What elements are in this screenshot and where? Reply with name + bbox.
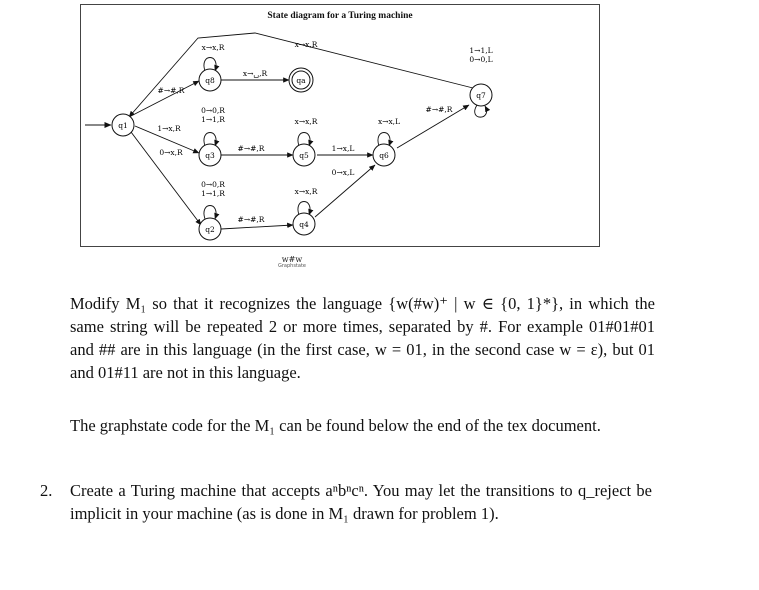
label-q8-qa: x→␣,R — [242, 69, 268, 78]
svg-text:q8: q8 — [205, 76, 215, 85]
caption-line-1: w#w — [281, 255, 303, 264]
label-q2-loop-1: 0→0,R — [201, 180, 225, 189]
label-q5-loop: x→x,R — [294, 117, 318, 126]
loop-q2 — [204, 206, 216, 220]
state-q7 — [470, 84, 492, 106]
state-q3 — [199, 144, 221, 166]
label-q1-q3: 1→x,R — [157, 124, 181, 133]
label-q3-loop-1: 0→0,R — [201, 106, 225, 115]
figure-title: State diagram for a Turing machine — [267, 11, 413, 21]
state-q8 — [199, 69, 221, 91]
label-q6-loop: x→x,L — [377, 117, 401, 126]
figure-caption — [262, 256, 322, 270]
problem1-paragraph: Modify M₁ so that it recognizes the language {w(#w)⁺ | w ∈ {0, 1}*}, in which the same string will be repeated 2 or more times, separated by #. For example 01#01#01 and ## are in this language (in the first case, w = 01, in the second case w = ε), but 01 and 01#11 are not in this language. — [70, 294, 655, 382]
label-q2-loop-2: 1→1,R — [201, 189, 225, 198]
problem1-note: The graphstate code for the M₁ can be found below the end of the tex document. — [70, 416, 601, 435]
state-q1 — [112, 114, 134, 136]
label-q5-q6-top: 1→x,L — [331, 144, 355, 153]
label-q2-q4: #→#,R — [237, 215, 265, 224]
svg-text:q1: q1 — [118, 121, 128, 130]
label-q7-loop-2: 0→0,L — [469, 55, 493, 64]
svg-text:q3: q3 — [205, 151, 215, 160]
svg-text:q7: q7 — [476, 91, 486, 100]
caption-line-2: Graphstate — [277, 263, 306, 269]
label-q4-loop: x→x,R — [294, 187, 318, 196]
edge-q2-q4 — [221, 225, 293, 229]
label-q1-q2: 0→x,R — [159, 148, 183, 157]
svg-text:q4: q4 — [299, 220, 309, 229]
state-q5 — [293, 144, 315, 166]
svg-text:q5: q5 — [299, 151, 309, 160]
problem2-number: 2. — [40, 481, 53, 500]
label-q8-loop: x→x,R — [201, 43, 225, 52]
label-q3-loop-2: 1→1,R — [201, 115, 225, 124]
label-q3-q5: #→#,R — [237, 144, 265, 153]
svg-text:q6: q6 — [379, 151, 389, 160]
svg-text:qa: qa — [296, 76, 306, 85]
state-qa — [289, 68, 313, 92]
label-q1-q8: #→#,R — [157, 86, 185, 95]
state-diagram — [81, 5, 601, 248]
label-q6-q7: #→#,R — [425, 105, 453, 114]
state-q4 — [293, 213, 315, 235]
label-q7-loop-1: 1→1,L — [469, 46, 493, 55]
state-q2 — [199, 218, 221, 240]
label-q5-q6-bottom: 0→x,L — [331, 168, 355, 177]
edge-q1-q2 — [131, 132, 201, 225]
svg-text:q2: q2 — [205, 225, 215, 234]
state-diagram-figure — [80, 4, 600, 247]
loop-q7 — [475, 105, 487, 117]
label-q7-q1: x→x,R — [294, 40, 318, 49]
problem2-text: Create a Turing machine that accepts aⁿbⁿcⁿ. You may let the transitions to q_reject be implicit in your machine (as is done in M₁ drawn for problem 1). — [70, 481, 652, 523]
state-q6 — [373, 144, 395, 166]
